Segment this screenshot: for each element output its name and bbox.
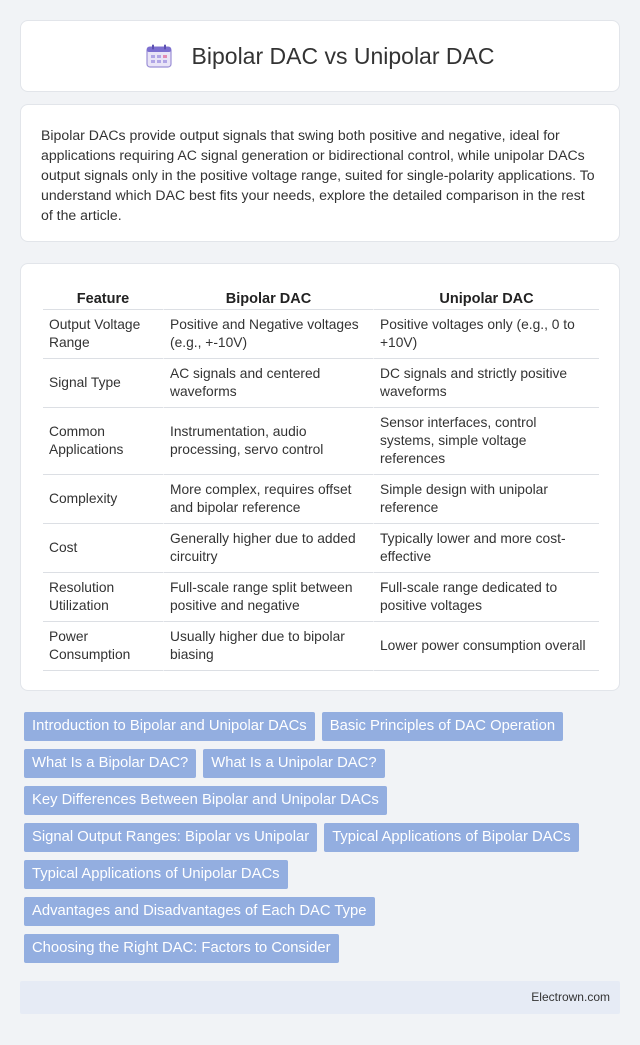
link-row [20,786,620,815]
table-cell: Lower power consumption overall [373,622,599,671]
table-row [43,310,599,359]
topic-link[interactable]: Basic Principles of DAC Operation [322,712,563,741]
table-cell: Resolution Utilization [43,573,163,622]
table-cell: Sensor interfaces, control systems, simple voltage references [373,408,599,475]
link-row [20,749,620,778]
link-row [20,712,620,741]
table-cell: Simple design with unipolar reference [373,475,599,524]
table-row [43,524,599,573]
page-title: Bipolar DAC vs Unipolar DAC [191,42,495,69]
column-header: Bipolar DAC [163,286,373,310]
table-cell: Positive and Negative voltages (e.g., +-10V) [163,310,373,359]
table-cell: Complexity [43,475,163,524]
table-cell: Output Voltage Range [43,310,163,359]
table-cell: Usually higher due to bipolar biasing [163,622,373,671]
table-cell: Generally higher due to added circuitry [163,524,373,573]
table-row [43,408,599,475]
comparison-table-card [20,263,620,691]
table-cell: Full-scale range dedicated to positive voltages [373,573,599,622]
link-row [20,823,620,852]
topic-link[interactable]: Typical Applications of Unipolar DACs [24,860,288,889]
topic-link[interactable]: What Is a Bipolar DAC? [24,749,196,778]
link-row [20,860,620,889]
table-row [43,573,599,622]
title-card [20,20,620,92]
table-cell: Signal Type [43,359,163,408]
table-cell: Instrumentation, audio processing, servo control [163,408,373,475]
topic-link[interactable]: Advantages and Disadvantages of Each DAC Type [24,897,375,926]
table-row [43,359,599,408]
table-cell: Full-scale range split between positive and negative [163,573,373,622]
footer [20,981,620,1014]
column-header: Unipolar DAC [373,286,599,310]
topic-link[interactable]: Choosing the Right DAC: Factors to Consider [24,934,339,963]
topic-link[interactable]: Typical Applications of Bipolar DACs [324,823,579,852]
footer-site-name[interactable]: Electrown.com [531,990,610,1004]
table-cell: Typically lower and more cost-effective [373,524,599,573]
table-row [43,475,599,524]
topic-link[interactable]: Introduction to Bipolar and Unipolar DACs [24,712,315,741]
table-cell: Positive voltages only (e.g., 0 to +10V) [373,310,599,359]
table-cell: Power Consumption [43,622,163,671]
intro-card [20,104,620,242]
calendar-icon [146,44,172,68]
column-header: Feature [43,286,163,310]
table-cell: More complex, requires offset and bipolar reference [163,475,373,524]
link-row [20,897,620,926]
topic-link[interactable]: Key Differences Between Bipolar and Unipolar DACs [24,786,387,815]
table-cell: Common Applications [43,408,163,475]
table-row [43,622,599,671]
topic-link[interactable]: Signal Output Ranges: Bipolar vs Unipolar [24,823,317,852]
topic-links [20,712,620,971]
table-header-row [43,286,599,310]
intro-text: Bipolar DACs provide output signals that swing both positive and negative, ideal for applications requiring AC signal generation or bidirectional control, while unipolar DACs output signals only in the positive voltage range, suited for single-polarity applications. To understand which DAC best fits your needs, explore the detailed comparison in the rest of the article. [41,127,595,223]
topic-link[interactable]: What Is a Unipolar DAC? [203,749,384,778]
table-cell: Cost [43,524,163,573]
table-cell: AC signals and centered waveforms [163,359,373,408]
comparison-table [43,286,599,671]
table-cell: DC signals and strictly positive waveforms [373,359,599,408]
link-row [20,934,620,963]
